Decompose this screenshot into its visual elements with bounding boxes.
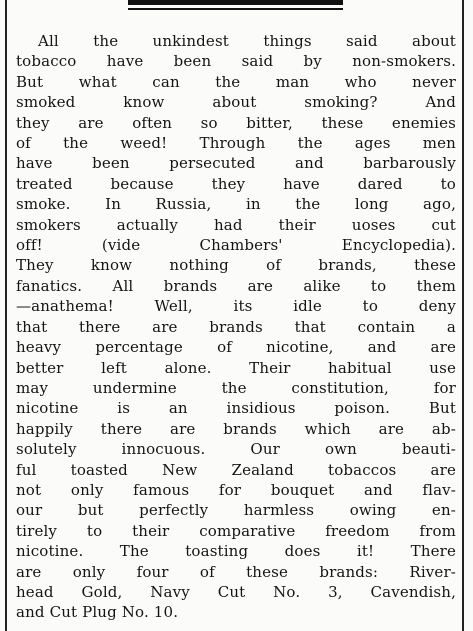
article-line: smoked know about smoking? And	[16, 93, 456, 112]
article-line: are only four of these brands: River-	[16, 562, 456, 581]
article-line: smoke. In Russia, in the long ago,	[16, 195, 456, 214]
article-line: ful toasted New Zealand tobaccos are	[16, 460, 456, 479]
article-line: not only famous for bouquet and flav-	[16, 480, 456, 499]
article-line: may undermine the constitution, for	[16, 378, 456, 397]
article-line: smokers actually had their uoses cut	[16, 215, 456, 234]
article-line: solutely innocuous. Our own beauti-	[16, 440, 456, 459]
article-line: and Cut Plug No. 10.	[16, 603, 179, 622]
article-line: But what can the man who never	[16, 72, 456, 91]
column-border-right	[462, 0, 464, 631]
article-line: fanatics. All brands are alike to them	[16, 276, 456, 295]
article-line: have been persecuted and barbarously	[16, 154, 456, 173]
article-line: better left alone. Their habitual use	[16, 358, 456, 377]
article-line: tobacco have been said by non-smokers.	[16, 52, 456, 71]
article-line: nicotine is an insidious poison. But	[16, 399, 456, 418]
article-line: head Gold, Navy Cut No. 3, Cavendish,	[16, 582, 456, 601]
article-line: All the unkindest things said about	[38, 32, 456, 50]
article-line: that there are brands that contain a	[16, 317, 456, 336]
article-line: heavy percentage of nicotine, and are	[16, 338, 456, 357]
article-body	[16, 31, 456, 623]
header-rule-thin	[128, 8, 343, 10]
article-line: treated because they have dared to	[16, 174, 456, 193]
article-line: nicotine. The toasting does it! There	[16, 542, 456, 561]
article-line: our but perfectly harmless owing en-	[16, 501, 456, 520]
column-border-left	[5, 0, 7, 631]
article-line: they are often so bitter, these enemies	[16, 113, 456, 132]
article-line: —anathema! Well, its idle to deny	[16, 297, 456, 316]
header-rule-thick	[128, 0, 343, 5]
article-line: of the weed! Through the ages men	[16, 134, 456, 153]
article-line: happily there are brands which are ab-	[16, 419, 456, 438]
article-line: They know nothing of brands, these	[16, 256, 456, 275]
article-line: off! (vide Chambers' Encyclopedia).	[16, 236, 456, 255]
article-line: tirely to their comparative freedom from	[16, 521, 456, 540]
